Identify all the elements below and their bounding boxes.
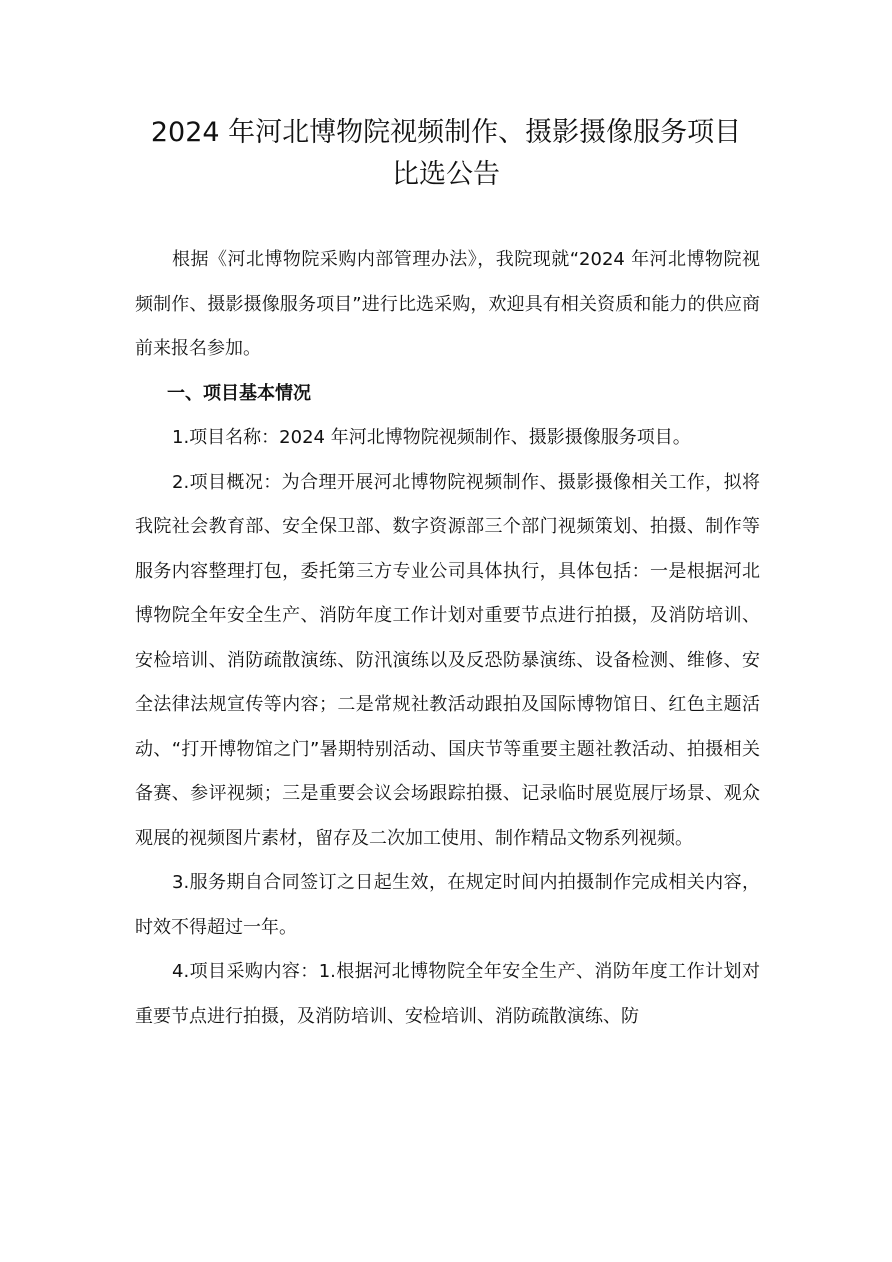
item-project-overview: 2.项目概况：为合理开展河北博物院视频制作、摄影摄像相关工作，拟将我院社会教育部、安全保卫部、数字资源部三个部门视频策划、拍摄、制作等服务内容整理打包，委托第三方专业公司具体执行，具体包括：一是根据河北博物院全年安全生产、消防年度工作计划对重要节点进行拍摄，及消防培训、安检培训、消防疏散演练、防汛演练以及反恐防暴演练、设备检测、维修、安全法律法规宣传等内容；二是常规社教活动跟拍及国际博物馆日、红色主题活动、“打开博物馆之门”暑期特别活动、国庆节等重要主题社教活动、拍摄相关备赛、参评视频；三是重要会议会场跟踪拍摄、记录临时展览展厅场景、观众观展的视频图片素材，留存及二次加工使用、制作精品文物系列视频。 <box>135 471 760 849</box>
intro-paragraph: 根据《河北博物院采购内部管理办法》，我院现就“2024 年河北博物院视频制作、摄影摄像服务项目”进行比选采购，欢迎具有相关资质和能力的供应商前来报名参加。 <box>135 249 760 359</box>
item-procurement-content: 4.项目采购内容：1.根据河北博物院全年安全生产、消防年度工作计划对重要节点进行拍摄，及消防培训、安检培训、消防疏散演练、防 <box>135 961 760 1027</box>
document-body <box>135 238 760 1039</box>
item-project-name: 1.项目名称：2024 年河北博物院视频制作、摄影摄像服务项目。 <box>172 427 691 448</box>
item-service-period: 3.服务期自合同签订之日起生效，在规定时间内拍摄制作完成相关内容，时效不得超过一年。 <box>135 872 760 938</box>
document-title-line1: 2024 年河北博物院视频制作、摄影摄像服务项目 <box>150 117 742 148</box>
document-title-line2: 比选公告 <box>392 159 500 190</box>
section-heading-basic-info: 一、项目基本情况 <box>167 382 311 404</box>
